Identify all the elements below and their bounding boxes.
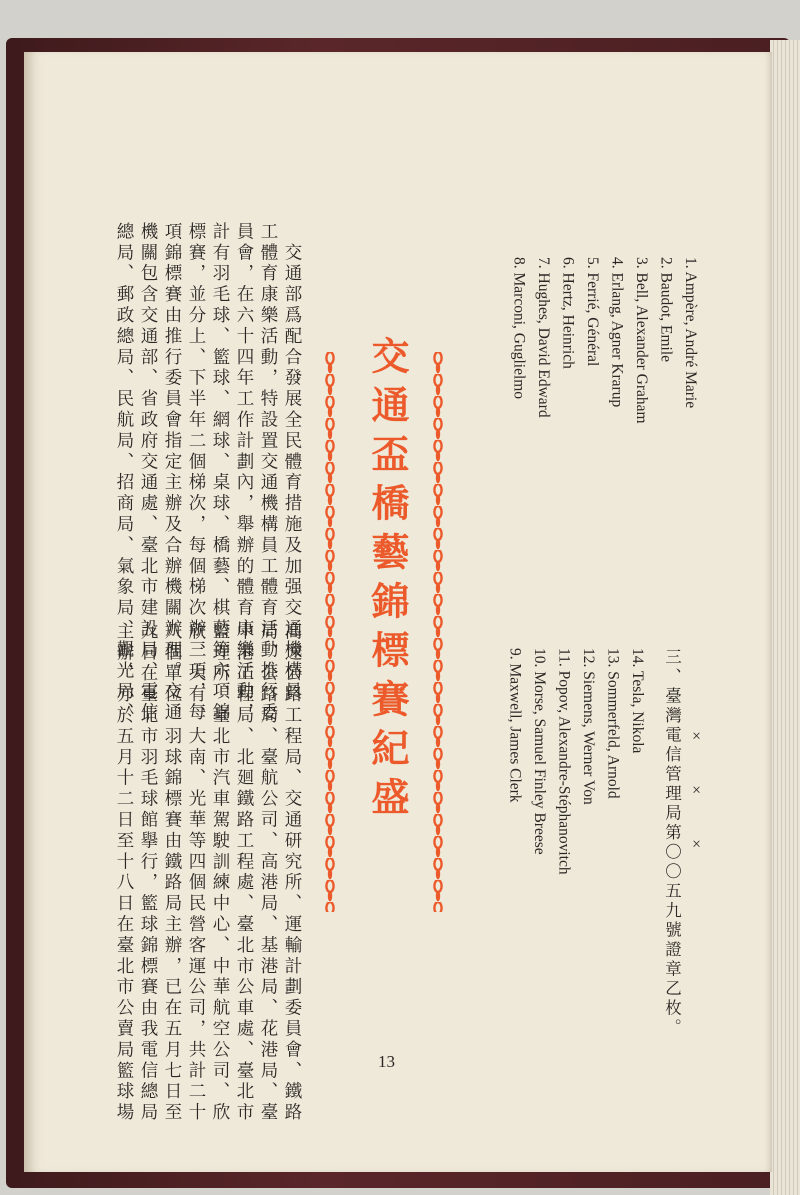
text-line: 主辦，亦於五月十二日至十八日在臺北市公賣局籃球場 [114, 622, 134, 1124]
text-line: 工體育康樂活動，特設置交通機構員工體育活動推行委 [258, 222, 278, 724]
article-title: 交通盃橋藝錦標賽紀盛 [365, 336, 409, 826]
list-item: 13. Sommerfeld, Arnold [604, 648, 622, 799]
text-line: 機關包含交通部、省政府交通處、臺北市建設局、電信 [138, 222, 158, 724]
list-item: 9. Maxwell, James Clerk [506, 648, 524, 803]
list-item: 7. Hughes, David Edward [535, 257, 552, 418]
text-line: 九日在臺北市羽毛球館擧行，籃球錦標賽由我電信總局 [138, 622, 158, 1124]
separator-marks: × × × [688, 728, 705, 855]
text-line: 八個單位，羽球錦標賽由鐵路局主辦，已在五月七日至 [162, 622, 182, 1124]
list-item: 14. Tesla, Nikola [629, 648, 646, 754]
item-three-line [659, 648, 684, 1038]
item-three-text: 臺灣電信管理局第〇〇五九號證章乙枚。 [662, 687, 682, 1038]
text-line: 標賽，並分上、下半年二個梯次，每個梯次辦三項，每 [186, 222, 206, 724]
text-line: 交通部爲配合發展全民體育措施及加强交通機構員 [282, 222, 302, 703]
paragraph-lower [112, 622, 304, 1124]
book-page [24, 52, 772, 1172]
list-item: 5. Ferrié, Général [584, 257, 601, 367]
list-item: 1. Ampère, André Marie [682, 257, 699, 409]
text-line: 總局、郵政總局、民航局、招商局、氣象局、觀光局、 [114, 222, 134, 724]
list-item: 8. Marconi, Guglielmo [510, 257, 528, 400]
text-line: 局、公路局、臺航公司、高港局、基港局、花港局、臺 [258, 622, 278, 1124]
item-three-marker: 三、 [662, 648, 682, 687]
left-chain-ornament [320, 352, 340, 912]
list-item: 4. Erlang, Agner Krarup [608, 257, 626, 408]
text-line: 欣、大有、大南、光華等四個民營客運公司，共計二十 [186, 622, 206, 1124]
names-list-2-block [502, 648, 708, 1038]
text-line: 計有羽毛球、籃球、網球、桌球、橋藝、棋藝等六項錦 [210, 222, 230, 724]
page-stack-edge [770, 40, 800, 1195]
list-item: 11. Popov, Alexandre-Stéphanovitch [555, 648, 573, 875]
list-item: 2. Baudot, Emile [657, 257, 675, 363]
list-item: 12. Siemens, Werner Von [580, 648, 597, 805]
list-item: 10. Morse, Samuel Finley Breese [531, 648, 548, 855]
text-line: 中港工程局、北廻鐵路工程處、臺北市公車處、臺北市 [234, 622, 254, 1124]
text-line: 項錦標賽由推行委員會指定主辦及合辦機關辦理。交通 [162, 222, 182, 724]
page-number: 13 [378, 1052, 395, 1071]
right-chain-ornament [428, 352, 448, 912]
list-item: 6. Hertz, Heinrich [559, 257, 577, 369]
text-line: 高速公路工程局、交通研究所、運輸計劃委員會、鐵路 [282, 622, 302, 1124]
list-item: 3. Bell, Alexander Graham [633, 257, 650, 424]
text-line: 員會，在六十四年工作計劃內，舉辦的體育康樂活動， [234, 222, 254, 724]
names-list-1 [506, 257, 702, 424]
text-line: 監理所、臺北市汽車駕駛訓練中心、中華航空公司、欣 [210, 622, 230, 1124]
